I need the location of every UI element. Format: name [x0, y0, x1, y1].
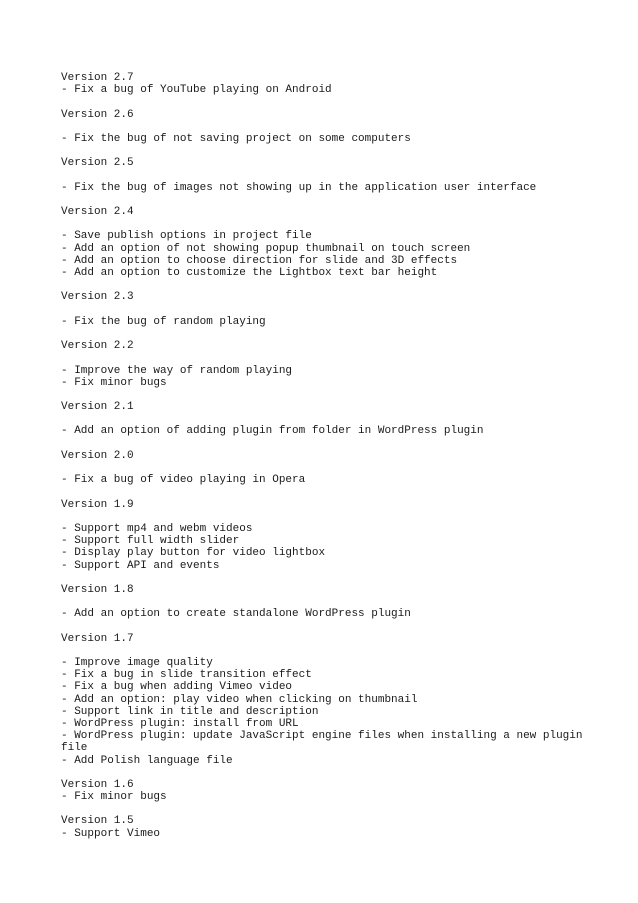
changelog-item: - Add an option to create standalone WordPress plugin [61, 608, 411, 621]
blank-line [61, 413, 581, 425]
version-heading: Version 2.2 [61, 340, 134, 353]
blank-line [61, 352, 581, 364]
changelog-item: - Fix minor bugs [61, 376, 167, 389]
changelog-item: - Fix the bug of images not showing up in the application user interface [61, 181, 537, 194]
version-heading: Version 2.7 [61, 72, 134, 84]
blank-line [61, 96, 581, 108]
blank-line [61, 462, 581, 474]
version-heading: Version 2.1 [61, 401, 134, 414]
version-heading: Version 1.6 [61, 778, 134, 791]
changelog-item: - Support full width slider [61, 535, 240, 548]
changelog-item: - Improve the way of random playing [61, 364, 293, 377]
blank-line [61, 596, 581, 608]
changelog-item: - Add an option to choose direction for slide and 3D effects [61, 254, 458, 267]
version-heading: Version 2.3 [61, 291, 134, 304]
changelog-item: - WordPress plugin: update JavaScript engine files when installing a new plugin [61, 730, 583, 743]
blank-line [61, 194, 581, 206]
changelog-document [61, 72, 581, 840]
blank-line [61, 767, 581, 779]
changelog-item: - Add Polish language file [61, 754, 233, 767]
changelog-item: - Display play button for video lightbox [61, 547, 326, 560]
blank-line [61, 572, 581, 584]
blank-line [61, 145, 581, 157]
changelog-item: - Fix the bug of random playing [61, 315, 266, 328]
changelog-item: - WordPress plugin: install from URL [61, 717, 299, 730]
changelog-item: - Add an option: play video when clicking on thumbnail [61, 693, 418, 706]
blank-line [61, 803, 581, 815]
changelog-item: - Support Vimeo [61, 827, 161, 840]
blank-line [61, 645, 581, 657]
blank-line [61, 218, 581, 230]
version-heading: Version 2.5 [61, 157, 134, 170]
version-heading: Version 1.9 [61, 498, 134, 511]
blank-line [61, 304, 581, 316]
changelog-item: - Add an option to customize the Lightbox text bar height [61, 267, 438, 279]
changelog-item: - Fix a bug when adding Vimeo video [61, 681, 293, 694]
changelog-item-continuation: file [61, 742, 88, 755]
changelog-item: - Fix minor bugs [61, 791, 167, 804]
blank-line [61, 389, 581, 401]
blank-line [61, 620, 581, 632]
blank-line [61, 486, 581, 498]
version-heading: Version 2.0 [61, 449, 134, 462]
changelog-item: - Support mp4 and webm videos [61, 522, 253, 535]
changelog-item: - Fix a bug of YouTube playing on Android [61, 84, 332, 97]
changelog-item: - Fix a bug of video playing in Opera [61, 474, 306, 487]
blank-line [61, 170, 581, 182]
changelog-item: - Save publish options in project file [61, 230, 312, 243]
changelog-item: - Improve image quality [61, 657, 213, 669]
changelog-item: - Fix the bug of not saving project on some computers [61, 132, 411, 145]
blank-line [61, 511, 581, 523]
version-heading: Version 1.5 [61, 815, 134, 828]
changelog-item: - Add an option of adding plugin from folder in WordPress plugin [61, 425, 484, 438]
version-heading: Version 2.6 [61, 108, 134, 121]
changelog-item: - Support link in title and description [61, 705, 319, 718]
blank-line [61, 438, 581, 450]
changelog-item: - Add an option of not showing popup thumbnail on touch screen [61, 242, 471, 255]
version-heading: Version 1.7 [61, 632, 134, 645]
changelog-item: - Support API and events [61, 559, 220, 572]
changelog-item: - Fix a bug in slide transition effect [61, 669, 312, 682]
blank-line [61, 279, 581, 291]
version-heading: Version 2.4 [61, 206, 134, 219]
blank-line [61, 328, 581, 340]
version-heading: Version 1.8 [61, 583, 134, 596]
blank-line [61, 121, 581, 133]
